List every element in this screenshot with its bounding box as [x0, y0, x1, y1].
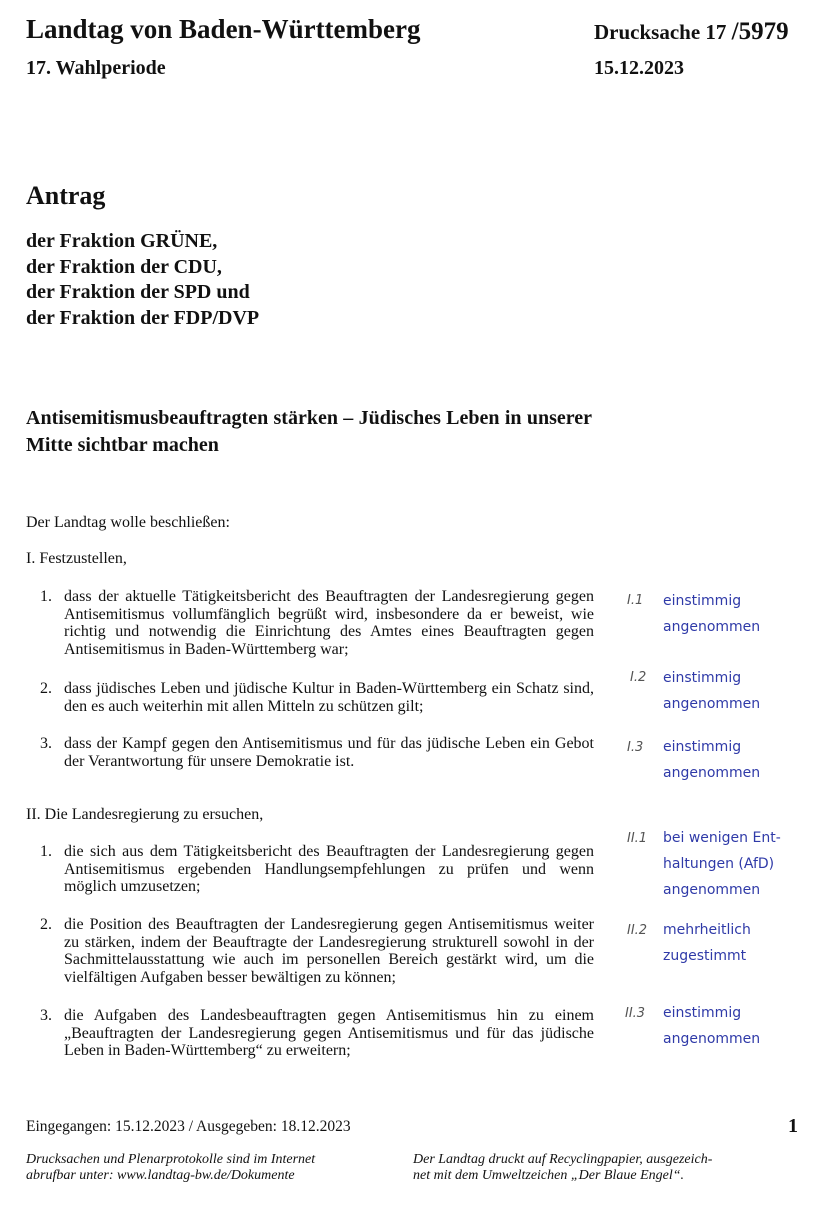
- vote-note-line: mehrheitlich: [663, 922, 751, 938]
- vote-note-number: II.1: [627, 831, 648, 846]
- party-line: der Fraktion GRÜNE,: [26, 230, 218, 252]
- vote-note-line: haltungen (AfD): [663, 856, 775, 872]
- motion-item: dass der Kampf gegen den Antisemitismus und für das jüdische Leben ein Gebot der Verantwortung für unsere Demokratie ist.: [64, 735, 594, 770]
- motion-item: dass jüdisches Leben und jüdische Kultur in Baden-Württemberg ein Schatz sind, den es auch weiterhin mit allen Mitteln zu schützen gilt;: [64, 680, 594, 715]
- vote-note-line: einstimmig: [663, 670, 742, 686]
- vote-note-line: angenommen: [663, 696, 761, 712]
- motion-item: die Position des Beauftragten der Landesregierung gegen Antisemitismus weiter zu stärken, indem der Beauftragte der Landesregierung strukturell sowohl in der Sachmittelausstattung wie auch im personellen Bereich gestärkt wird, um die vielfältigen Aufgaben besser bewältigen zu können;: [64, 916, 594, 986]
- party-line: der Fraktion der SPD und: [26, 281, 250, 303]
- vote-note: [663, 588, 760, 640]
- vote-note: [663, 825, 781, 903]
- vote-note-line: einstimmig: [663, 1005, 742, 1021]
- section-heading-2: II. Die Landesregierung zu ersuchen,: [26, 806, 264, 823]
- vote-note: [663, 1000, 760, 1052]
- party-line: der Fraktion der CDU,: [26, 255, 222, 278]
- item-number: 2.: [40, 916, 52, 933]
- motion-item: die sich aus dem Tätigkeitsbericht des Beauftragten der Landesregierung gegen Antisemitismus ergebenden Handlungsempfehlungen zu prüfen und wenn möglich umzusetzen;: [64, 843, 594, 895]
- parties-list: [26, 229, 259, 331]
- footnote-line: Drucksachen und Plenarprotokolle sind im Internet: [26, 1152, 316, 1167]
- party-line: der Fraktion der FDP/DVP: [26, 306, 260, 329]
- vote-note-line: angenommen: [663, 619, 761, 635]
- vote-note-line: einstimmig: [663, 593, 742, 609]
- motion-item: dass der aktuelle Tätigkeitsbericht des Beauftragten der Landesregierung gegen Antisemitismus vollumfänglich begrüßt wird, insbesondere da er beweist, wie richtig und notwendig die Einrichtung des Amtes eines Beauftragten gegen Antisemitismus in Baden-Württemberg war;: [64, 588, 594, 658]
- footnote-online-docs: [26, 1152, 315, 1184]
- item-number: 3.: [40, 1007, 52, 1024]
- page-number: 1: [788, 1115, 798, 1137]
- item-number: 3.: [40, 735, 52, 752]
- item-number: 2.: [40, 680, 52, 697]
- parliament-title: Landtag von Baden-Württemberg: [26, 14, 421, 44]
- section-heading-1: I. Festzustellen,: [26, 550, 127, 567]
- vote-note-number: II.3: [625, 1006, 646, 1021]
- election-period: 17. Wahlperiode: [26, 57, 166, 79]
- vote-note: [663, 665, 760, 717]
- vote-note-line: angenommen: [663, 765, 761, 781]
- drucksache-label: [594, 18, 789, 46]
- item-number: 1.: [40, 843, 52, 860]
- vote-note-number: II.2: [627, 923, 648, 938]
- vote-note: [663, 734, 760, 786]
- vote-note-number: I.3: [627, 740, 644, 755]
- vote-note-line: angenommen: [663, 1031, 761, 1047]
- vote-note: [663, 917, 751, 969]
- received-issued-dates: Eingegangen: 15.12.2023 / Ausgegeben: 18.12.2023: [26, 1118, 351, 1135]
- item-number: 1.: [40, 588, 52, 605]
- motion-item: die Aufgaben des Landesbeauftragten gegen Antisemitismus hin zu einem „Beauftragten der Landesregierung gegen Antisemitismus und für das jüdische Leben in Baden-Württemberg“ zu erweitern;: [64, 1007, 594, 1059]
- drucksache-prefix: Drucksache 17: [594, 20, 727, 44]
- intro-text: Der Landtag wolle beschließen:: [26, 514, 230, 531]
- vote-note-number: I.2: [630, 670, 647, 685]
- footnote-line: Der Landtag druckt auf Recyclingpapier, ausgezeich-: [413, 1152, 713, 1167]
- motion-subject: Antisemitismusbeauftragten stärken – Jüdisches Leben in unserer Mitte sichtbar machen: [26, 407, 592, 456]
- document-type: Antrag: [26, 181, 106, 210]
- vote-note-line: bei wenigen Ent-: [663, 830, 781, 846]
- vote-note-number: I.1: [627, 593, 644, 608]
- vote-note-line: zugestimmt: [663, 948, 747, 964]
- vote-note-line: einstimmig: [663, 739, 742, 755]
- drucksache-number: /5979: [731, 18, 789, 45]
- footnote-line: net mit dem Umweltzeichen „Der Blaue Engel“.: [413, 1168, 685, 1183]
- vote-note-line: angenommen: [663, 882, 761, 898]
- document-date: 15.12.2023: [594, 57, 684, 79]
- footnote-recycling: [413, 1152, 712, 1184]
- footnote-line: abrufbar unter: www.landtag-bw.de/Dokumente: [26, 1168, 295, 1183]
